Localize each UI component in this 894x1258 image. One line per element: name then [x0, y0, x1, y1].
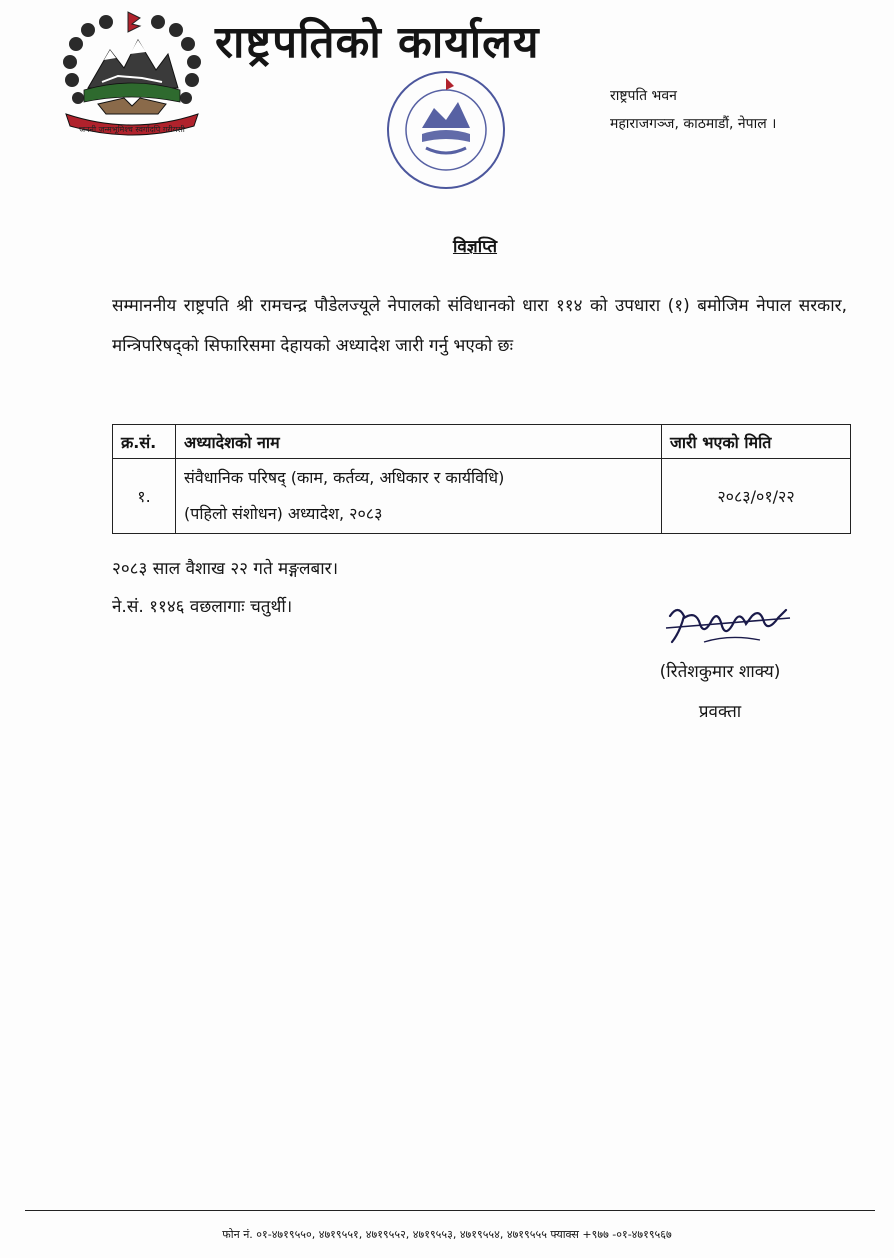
address-block	[610, 82, 776, 138]
signatory-name: (रितेशकुमार शाक्य)	[659, 662, 781, 682]
cell-ordinance-name	[176, 459, 662, 534]
notice-body: सम्माननीय राष्ट्रपति श्री रामचन्द्र पौडेलज्यूले नेपालको संविधानको धारा ११४ को उपधारा (१) बमोजिम नेपाल सरकार, मन्त्रिपरिषद्को सिफारिसमा देहायको अध्यादेश जारी गर्नु भएको छः	[112, 296, 847, 356]
cell-issue-date: २०८३/०१/२२	[662, 459, 851, 534]
ordinance-name-line1: संवैधानिक परिषद् (काम, कर्तव्य, अधिकार र कार्यविधि)	[184, 468, 505, 487]
table-row	[113, 459, 851, 534]
handwritten-signature	[660, 598, 795, 654]
footer-divider	[25, 1210, 875, 1211]
signatory-designation: प्रवक्ता	[698, 702, 742, 722]
bs-date: २०८३ साल वैशाख २२ गते मङ्गलबार।	[112, 559, 339, 579]
footer-contact: फोन नं. ०१-४७१९५५०, ४७१९५५१, ४७१९५५२, ४७१९५५३, ४७१९५५४, ४७१९५५५ फ्याक्स +९७७ -०१-४७१९५६७	[222, 1228, 672, 1241]
nepal-coat-of-arms-icon	[58, 10, 206, 136]
header-issue-date: जारी भएको मिति	[662, 425, 851, 459]
address-line-city: महाराजगञ्ज, काठमाडौं, नेपाल ।	[610, 116, 777, 132]
address-line-building: राष्ट्रपति भवन	[610, 88, 677, 104]
table-header-row	[113, 425, 851, 459]
ordinance-name-line2: (पहिलो संशोधन) अध्यादेश, २०८३	[184, 504, 383, 523]
header-ordinance-name: अध्यादेशको नाम	[176, 425, 662, 459]
header-serial: क्र.सं.	[113, 425, 176, 459]
notice-title-text: विज्ञप्ति	[452, 237, 498, 257]
notice-title	[0, 234, 894, 257]
emblem-motto: जननी जन्मभूमिश्च स्वर्गादपि गरीयसी	[79, 125, 185, 134]
cell-serial: १.	[113, 459, 176, 534]
office-title: राष्ट्रपतिको कार्यालय	[215, 17, 540, 68]
ordinance-table	[112, 424, 851, 534]
office-seal-stamp	[372, 68, 520, 194]
nepal-sambat-date: ने.सं. ११४६ वछलागाः चतुर्थी।	[112, 597, 293, 617]
